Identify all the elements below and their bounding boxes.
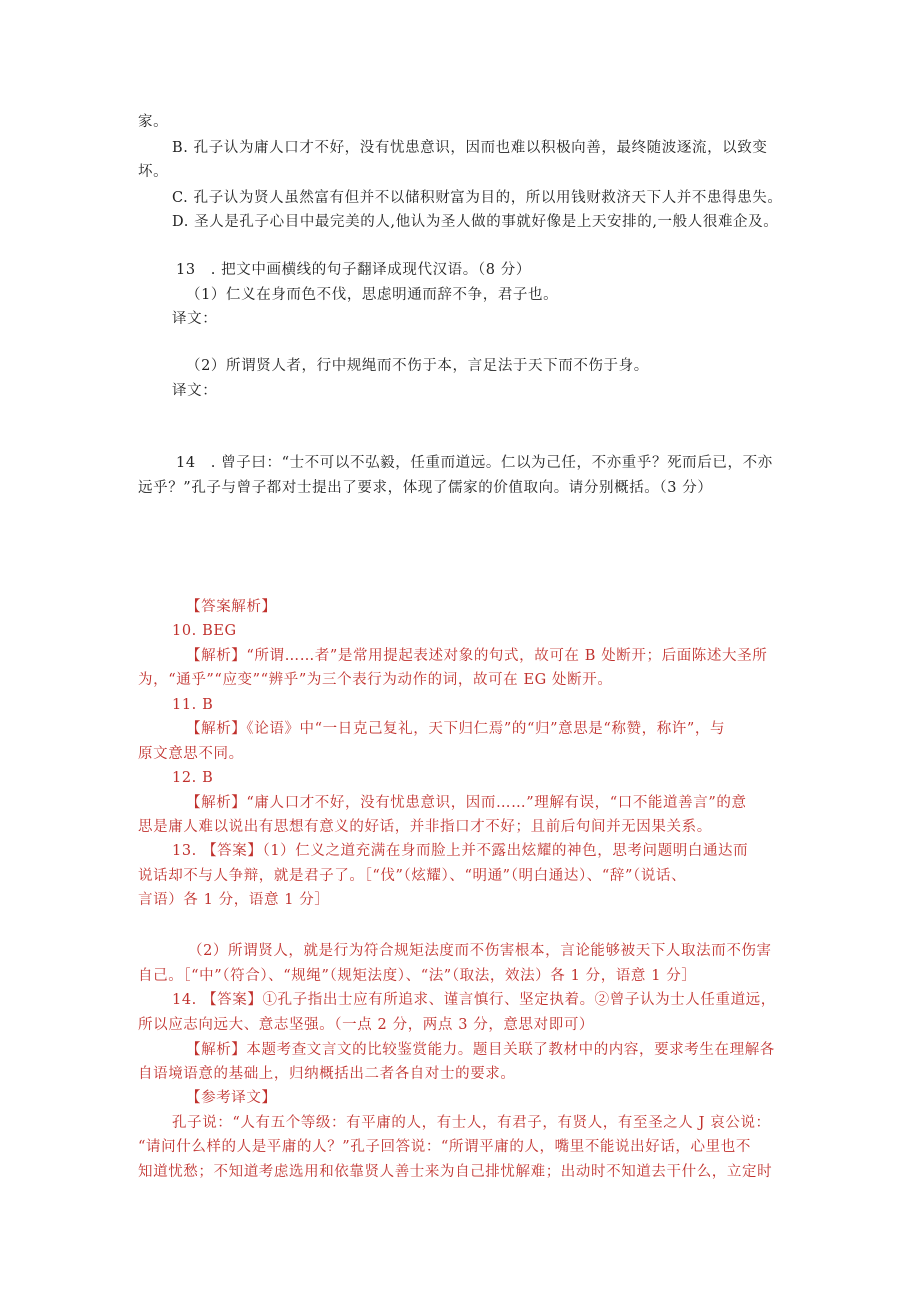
answer-12: 12. B — [172, 770, 214, 786]
q13-translation-label-2: 译文： — [172, 383, 218, 399]
answer-14-explanation-line2: 自语境语意的基础上，归纳概括出二者各自对士的要求。 — [138, 1066, 516, 1082]
reference-translation-line1: 孔子说：“人有五个等级：有平庸的人，有士人，有君子，有贤人，有至圣之人 J 哀公说： — [172, 1115, 771, 1131]
q13-sentence-2: （2）所谓贤人者，行中规绳而不伤于本，言足法于天下而不伤于身。 — [186, 358, 649, 374]
q14-prompt-line1: 14 . 曾子曰：“士不可以不弘毅，任重而道远。仁以为己任，不亦重乎？死而后已，不亦 — [176, 455, 773, 471]
answer-heading: 【答案解析】 — [186, 599, 277, 615]
q12-option-d: D. 圣人是孔子心目中最完美的人,他认为圣人做的事就好像是上天安排的,一般人很难企及。 — [172, 214, 779, 230]
reference-translation-line3: 知道忧愁；不知道考虑选用和依靠贤人善士来为自己排忧解难；出动时不知道去干什么，立定时 — [138, 1164, 773, 1180]
answer-11-explanation-line2: 原文意思不同。 — [138, 746, 244, 762]
q12-option-b-line1: B. 孔子认为庸人口才不好，没有忧患意识，因而也难以积极向善，最终随波逐流，以致变 — [172, 140, 768, 156]
reference-translation-line2: “请问什么样的人是平庸的人？”孔子回答说：“所谓平庸的人，嘴里不能说出好话，心里也不 — [138, 1139, 751, 1155]
q13-translation-label-1: 译文： — [172, 311, 218, 327]
answer-10: 10. BEG — [172, 623, 237, 639]
q12-option-b-line2: 坏。 — [138, 164, 169, 180]
answer-12-explanation-line2: 思是庸人难以说出有思想有意义的好话，并非指口才不好；且前后句间并无因果关系。 — [138, 819, 712, 835]
answer-14-explanation-line1: 【解析】本题考查文言文的比较鉴赏能力。题目关联了教材中的内容，要求考生在理解各 — [186, 1042, 775, 1058]
q13-sentence-1: （1）仁义在身而色不伐，思虑明通而辞不争，君子也。 — [186, 287, 559, 303]
answer-10-explanation-line1: 【解析】“所谓……者”是常用提起表述对象的句式，故可在 B 处断开；后面陈述大圣所 — [186, 648, 768, 664]
answer-13-line1: 13. 【答案】（1）仁义之道充满在身而脸上并不露出炫耀的神色，思考问题明白通达而 — [172, 843, 749, 859]
answer-13-line3: 言语）各 1 分，语意 1 分］ — [138, 892, 330, 908]
q13-prompt: 13 . 把文中画横线的句子翻译成现代汉语。（8 分） — [176, 262, 531, 278]
q12-option-a-tail: 家。 — [138, 114, 169, 130]
answer-12-explanation-line1: 【解析】“庸人口才不好，没有忧患意识，因而……”理解有误，“口不能道善言”的意 — [186, 795, 747, 811]
q12-option-c: C. 孔子认为贤人虽然富有但并不以储积财富为目的，所以用钱财救济天下人并不患得患失。 — [172, 190, 783, 206]
reference-translation-heading: 【参考译文】 — [186, 1090, 277, 1106]
q14-prompt-line2: 远乎？”孔子与曾子都对士提出了要求，体现了儒家的价值取向。请分别概括。（3 分） — [138, 480, 713, 496]
answer-13-part2-line1: （2）所谓贤人，就是行为符合规矩法度而不伤害根本，言论能够被天下人取法而不伤害 — [188, 943, 772, 959]
answer-11-explanation-line1: 【解析】《论语》中“一日克己复礼，天下归仁焉”的“归”意思是“称赞，称许”，与 — [186, 721, 726, 737]
answer-14-line2: 所以应志向远大、意志坚强。（一点 2 分，两点 3 分，意思对即可） — [138, 1017, 595, 1033]
answer-14-line1: 14. 【答案】①孔子指出士应有所追求、谨言慎行、坚定执着。②曾子认为士人任重道远， — [172, 992, 776, 1008]
answer-13-part2-line2: 自己。［“中”（符合）、“规绳”（规矩法度）、“法”（取法，效法）各 1 分，语意 1 分］ — [138, 968, 697, 984]
answer-11: 11. B — [172, 697, 214, 713]
answer-10-explanation-line2: 为，“通乎”“应变”“辨乎”为三个表行为动作的词，故可在 EG 处断开。 — [138, 672, 613, 688]
answer-13-line2: 说话却不与人争辩，就是君子了。［“伐”（炫耀）、“明通”（明白通达）、“辞”（说话、 — [138, 868, 687, 884]
